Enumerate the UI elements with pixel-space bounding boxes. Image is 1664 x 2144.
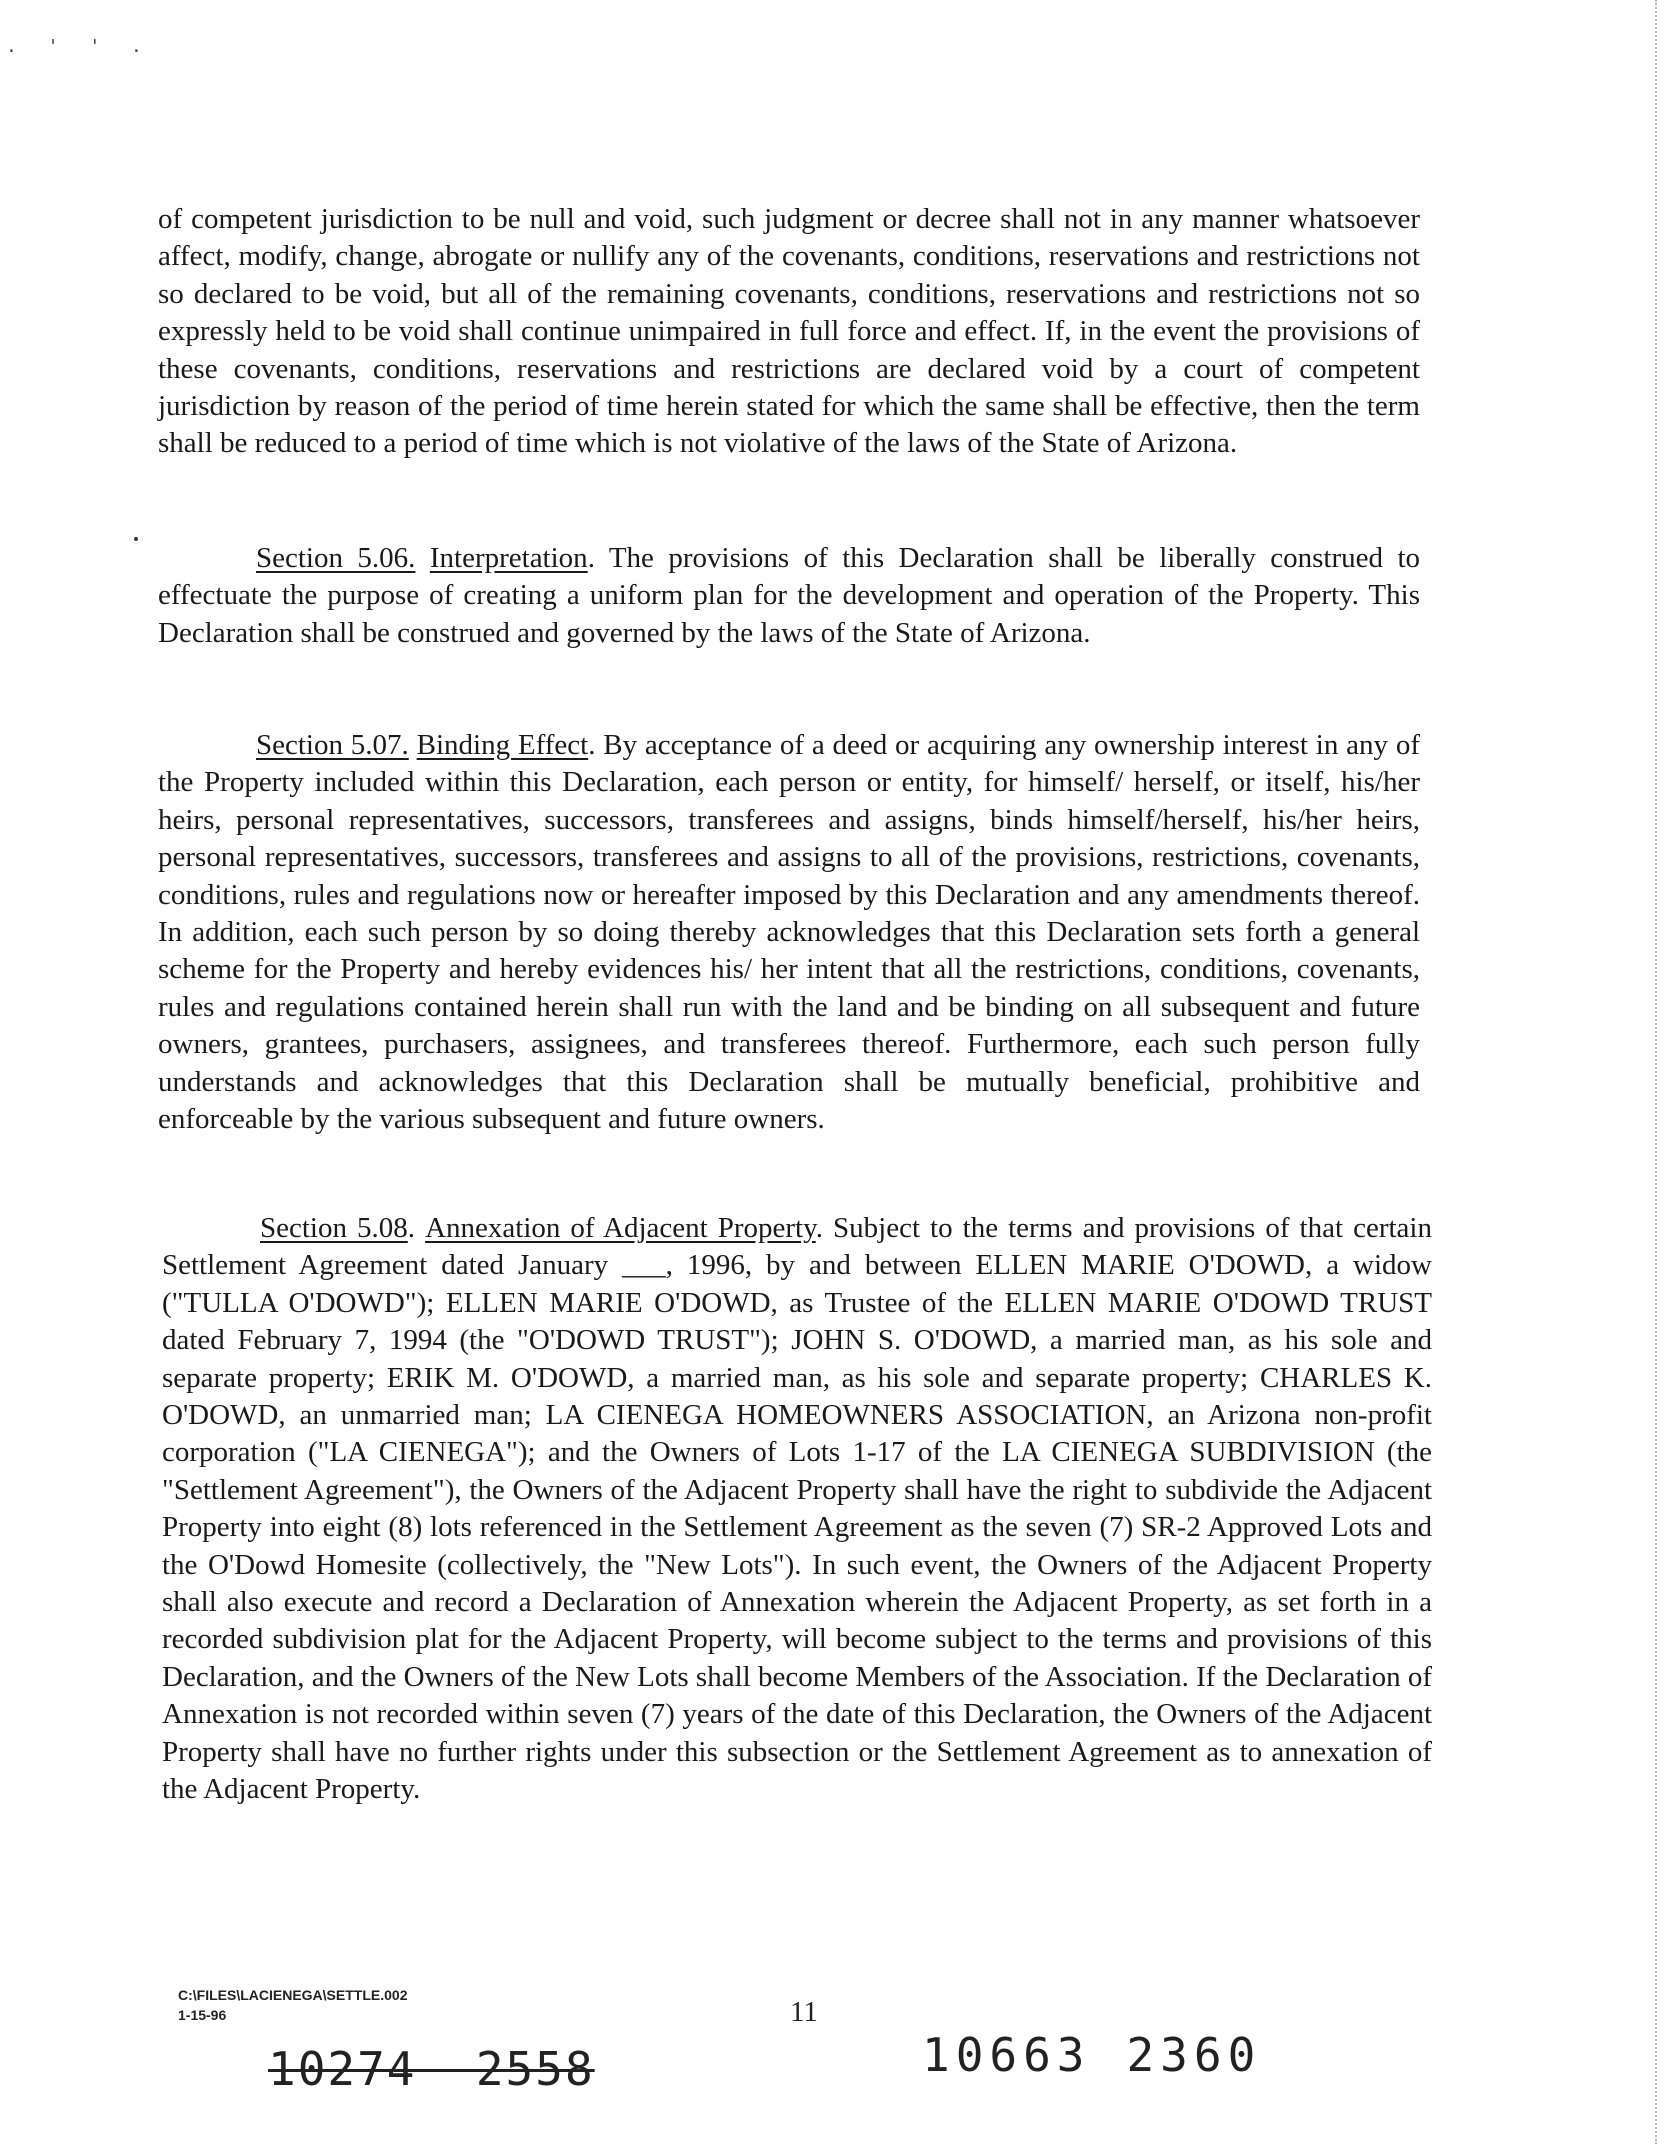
section-number: Section 5.07. xyxy=(256,729,409,761)
footer-file-reference xyxy=(178,1985,407,2025)
scan-edge xyxy=(1655,0,1659,2144)
section-number: Section 5.06. xyxy=(256,542,416,574)
section-heading: Binding Effect xyxy=(416,729,589,761)
struck-stamp-number: 10274 2558 xyxy=(268,2042,595,2096)
file-date: 1-15-96 xyxy=(178,2007,227,2023)
paragraph-severability-continued xyxy=(158,201,1420,463)
scan-speckles: . ' ' . xyxy=(6,36,152,57)
section-heading: Annexation of Adjacent Property xyxy=(425,1212,816,1244)
scan-dot xyxy=(134,537,138,541)
section-5-06 xyxy=(158,540,1420,652)
section-body: . The provisions of this Declaration shall be liberally construed to effectuate the purpose of creating a uniform plan for the development and operation of the Property. This Declaration shall be construed and governed by the laws of the State of Arizona. xyxy=(158,542,1421,649)
section-body: . Subject to the terms and provisions of that certain Settlement Agreement dated January ___, 1996, by and between ELLEN MARIE O'DOWD, a widow ("TULLA O'DOWD"); ELLEN MARIE O'DOWD, as Trustee of the ELLEN MARIE O'DOWD TRUST dated February 7, 1994 (the "O'DOWD TRUST"); JOHN S. O'DOWD, a married man, as his sole and separate property; ERIK M. O'DOWD, a married man, as his sole and separate property; CHARLES K. O'DOWD, an unmarried man; LA CIENEGA HOMEOWNERS ASSOCIATION, an Arizona non-profit corporation ("LA CIENEGA"); and the Owners of Lots 1-17 of the LA CIENEGA SUBDIVISION (the "Settlement Agreement"), the Owners of the Adjacent Property shall have the right to subdivide the Adjacent Property into eight (8) lots referenced in the Settlement Agreement as the seven (7) SR-2 Approved Lots and the O'Dowd Homesite (collectively, the "New Lots"). In such event, the Owners of the Adjacent Property shall also execute and record a Declaration of Annexation wherein the Adjacent Property, as set forth in a recorded subdivision plat for the Adjacent Property, will become subject to the terms and provisions of this Declaration, and the Owners of the New Lots shall become Members of the Association. If the Declaration of Annexation is not recorded within seven (7) years of the date of this Declaration, the Owners of the Adjacent Property shall have no further rights under this subsection or the Settlement Agreement as to annexation of the Adjacent Property. xyxy=(162,1212,1432,1806)
section-number: Section 5.08 xyxy=(260,1212,408,1244)
recording-stamp-struck xyxy=(268,2042,595,2096)
recording-stamp xyxy=(922,2028,1261,2082)
section-5-08: Section 5.08. Annexation of Adjacent Property. Subject to the terms and provisions of that certain Settlement Agreement dated January ___, 1996, by and between ELLEN MARIE O'DOWD, a widow ("TULLA O'DOWD"); ELLEN MARIE O'DOWD, as Trustee of the ELLEN MARIE O'DOWD TRUST dated February 7, 1994 (the "O'DOWD TRUST"); JOHN S. O'DOWD, a married man, as his sole and separate property; ERIK M. O'DOWD, a married man, as his sole and separate property; CHARLES K. O'DOWD, an unmarried man; LA CIENEGA HOMEOWNERS ASSOCIATION, an Arizona non-profit corporation ("LA CIENEGA"); and the Owners of Lots 1-17 of the LA CIENEGA SUBDIVISION (the "Settlement Agreement"), the Owners of the Adjacent Property shall have the right to subdivide the Adjacent Property into eight (8) lots referenced in the Settlement Agreement as the seven (7) SR-2 Approved Lots and the O'Dowd Homesite (collectively, the "New Lots"). In such event, the Owners of the Adjacent Property shall also execute and record a Declaration of Annexation wherein the Adjacent Property, as set forth in a recorded subdivision plat for the Adjacent Property, will become subject to the terms and provisions of this Declaration, and the Owners of the New Lots shall become Members of the Association. If the Declaration of Annexation is not recorded within seven (7) years of the date of this Declaration, the Owners of the Adjacent Property shall have no further rights under this subsection or the Settlement Agreement as to annexation of the Adjacent Property. xyxy=(162,1212,1432,1806)
docket-number: 10663 xyxy=(922,2028,1091,2082)
page-number: 11 xyxy=(790,1996,818,2028)
paragraph-text: of competent jurisdiction to be null and void, such judgment or decree shall not in any manner whatsoever affect, modify, change, abrogate or nullify any of the covenants, conditions, reservations and restrictions not so declared to be void, but all of the remaining covenants, conditions, reservations and restrictions not so expressly held to be void shall continue unimpaired in full force and effect. If, in the event the provisions of these covenants, conditions, reservations and restrictions are declared void by a court of competent jurisdiction by reason of the period of time herein stated for which the same shall be effective, then the term shall be reduced to a period of time which is not violative of the laws of the State of Arizona. xyxy=(158,203,1420,460)
section-heading: Interpretation xyxy=(429,542,588,574)
section-5-07 xyxy=(158,727,1420,1138)
page-stamp-number: 2360 xyxy=(1126,2028,1262,2082)
section-body: . By acceptance of a deed or acquiring any ownership interest in any of the Property included within this Declaration, each person or entity, for himself/ herself, or itself, his/her heirs, personal representatives, successors, transferees and assigns, binds himself/herself, his/her heirs, personal representatives, successors, transferees and assigns to all of the provisions, restrictions, covenants, conditions, rules and regulations now or hereafter imposed by this Declaration and any amendments thereof. In addition, each such person by so doing thereby acknowledges that this Declaration sets forth a general scheme for the Property and hereby evidences his/ her intent that all the restrictions, conditions, covenants, rules and regulations contained herein shall run with the land and be binding on all subsequent and future owners, grantees, purchasers, assignees, and transferees thereof. Furthermore, each such person fully understands and acknowledges that this Declaration shall be mutually beneficial, prohibitive and enforceable by the various subsequent and future owners. xyxy=(158,729,1420,1136)
file-path: C:\FILES\LACIENEGA\SETTLE.002 xyxy=(178,1987,408,2003)
